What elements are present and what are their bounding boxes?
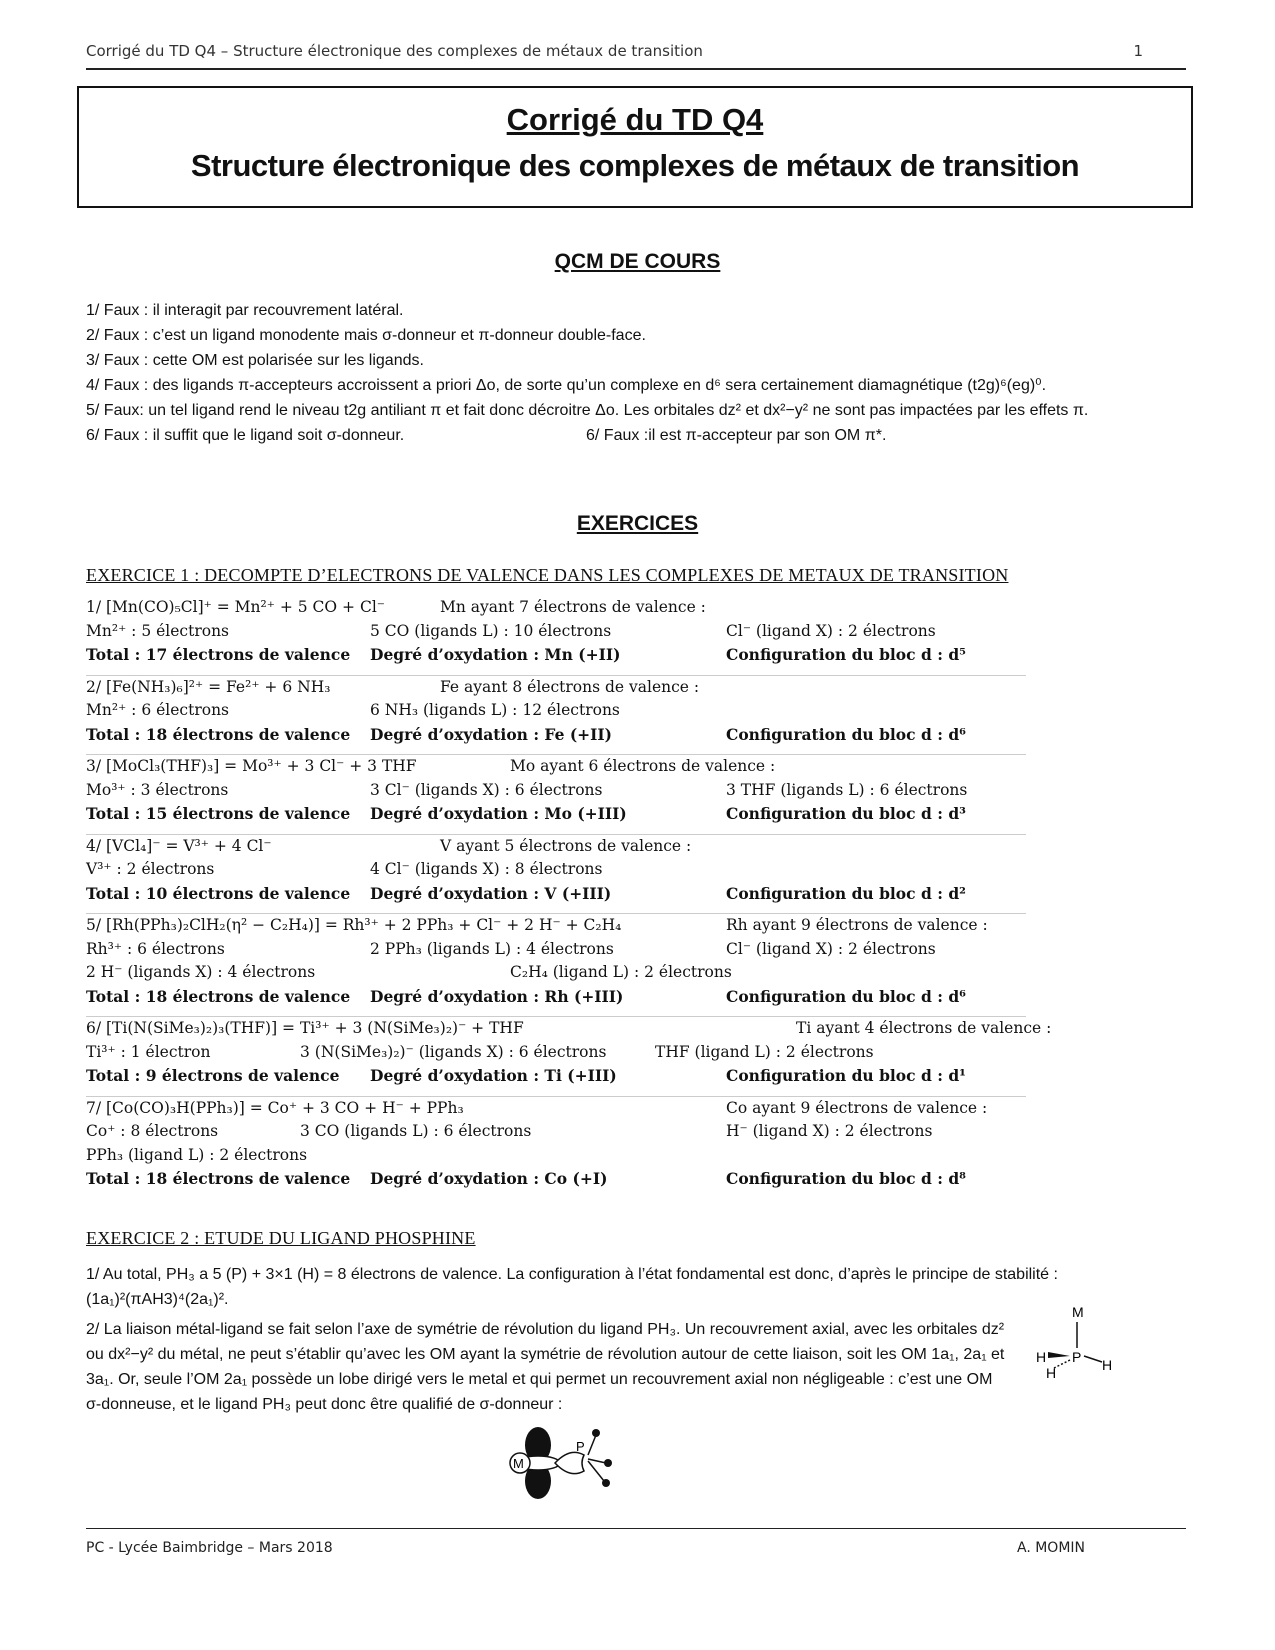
ex1-b3-total-col-1: Total : 15 électrons de valence xyxy=(86,804,351,823)
fig2-bond-1 xyxy=(588,1435,596,1455)
ex1-b6-line-1-col-3: THF (ligand L) : 2 électrons xyxy=(655,1042,874,1061)
title-line-2: Structure électronique des complexes de métaux de transition xyxy=(190,148,1080,183)
ex1-b1-line-1-col-1: Mn²⁺ : 5 électrons xyxy=(86,621,230,640)
ex1-b4-line-1-col-2: 4 Cl⁻ (ligands X) : 8 électrons xyxy=(370,860,603,878)
ex1-b4-line-1-col-1: V³⁺ : 2 électrons xyxy=(86,860,215,878)
footer-left: PC - Lycée Baimbridge – Mars 2018 xyxy=(86,1540,333,1556)
ex1-b5-total-col-3: Configuration du bloc d : d⁶ xyxy=(726,986,966,1006)
ex1-b3-total-col-2: Degré d’oxydation : Mo (+III) xyxy=(370,804,627,823)
header-rule xyxy=(86,68,1186,70)
p-h-bond xyxy=(1084,1356,1102,1362)
ex1-separator xyxy=(86,1016,1026,1017)
ex1-separator xyxy=(86,1096,1026,1097)
ex1-separator xyxy=(86,913,1026,914)
ex1-b7-line-1-col-3: H⁻ (ligand X) : 2 électrons xyxy=(726,1122,933,1140)
qcm-item-4: 4/ Faux : des ligands π-accepteurs accroissent a priori Δo, de sorte qu’un complexe en d⁶ sera certainement diamagnétique (t2g)⁶(eg)⁰. xyxy=(86,377,1047,394)
dash-bond xyxy=(1054,1360,1070,1368)
ex1-b6-total-col-3: Configuration du bloc d : d¹ xyxy=(726,1066,966,1085)
ex1-b3-line-1-col-3: 3 THF (ligands L) : 6 électrons xyxy=(726,780,968,799)
fig2-label-p: P xyxy=(576,1439,585,1454)
title-box xyxy=(77,86,1193,208)
ex1-valence-6: Ti ayant 4 électrons de valence : xyxy=(796,1019,1052,1037)
ex1-valence-2: Fe ayant 8 électrons de valence : xyxy=(440,677,700,696)
fig2-bond-3 xyxy=(588,1461,604,1481)
ex1-b2-total-col-2: Degré d’oxydation : Fe (+II) xyxy=(370,724,613,744)
ex1-b1-line-1-col-3: Cl⁻ (ligand X) : 2 électrons xyxy=(726,621,936,640)
ex1-b3-line-1-col-2: 3 Cl⁻ (ligands X) : 6 électrons xyxy=(370,780,603,799)
ex1-b3-line-1-col-1: Mo³⁺ : 3 électrons xyxy=(86,780,229,799)
fig-label-h3: H xyxy=(1102,1357,1113,1373)
exercise-2-heading: EXERCICE 2 : ETUDE DU LIGAND PHOSPHINE xyxy=(86,1228,476,1248)
ex1-separator xyxy=(86,754,1026,755)
ex1-valence-3: Mo ayant 6 électrons de valence : xyxy=(510,757,776,775)
ex1-b1-total-col-3: Configuration du bloc d : d⁵ xyxy=(726,645,966,664)
fig2-bond-2 xyxy=(588,1459,606,1463)
ex1-separator xyxy=(86,675,1026,676)
page-number: 1 xyxy=(1133,42,1143,60)
ex1-b4-total-col-1: Total : 10 électrons de valence xyxy=(86,883,351,903)
qcm-item-5: 5/ Faux: un tel ligand rend le niveau t2g antiliant π et fait donc décroitre Δo. Les orbitales dz² et dx²−y² ne sont pas impactées par les effets π. xyxy=(86,402,1089,419)
qcm-item-6a: 6/ Faux : il suffit que le ligand soit σ-donneur. xyxy=(86,427,405,444)
ex1-equation-7: 7/ [Co(CO)₃H(PPh₃)] = Co⁺ + 3 CO + H⁻ + PPh₃ xyxy=(86,1098,464,1117)
ex1-b5-line-1-col-2: 2 PPh₃ (ligands L) : 4 électrons xyxy=(370,939,614,958)
h-atom-3 xyxy=(602,1479,610,1487)
ex1-b2-line-1-col-1: Mn²⁺ : 6 électrons xyxy=(86,701,230,719)
ex1-b7-total-col-2: Degré d’oxydation : Co (+I) xyxy=(370,1169,608,1188)
ex1-b7-line-1-col-2: 3 CO (ligands L) : 6 électrons xyxy=(300,1122,532,1140)
qcm-item-1: 1/ Faux : il interagit par recouvrement latéral. xyxy=(86,302,404,319)
ex1-b5-line-2-col-1: 2 H⁻ (ligands X) : 4 électrons xyxy=(86,963,316,981)
fig-label-p: P xyxy=(1072,1349,1082,1365)
ex1-equation-3: 3/ [MoCl₃(THF)₃] = Mo³⁺ + 3 Cl⁻ + 3 THF xyxy=(86,757,417,775)
ex1-b7-line-1-col-1: Co⁺ : 8 électrons xyxy=(86,1122,219,1140)
ex1-b7-line-2-col-1: PPh₃ (ligand L) : 2 électrons xyxy=(86,1145,308,1164)
ex1-b6-line-1-col-2: 3 (N(SiMe₃)₂)⁻ (ligands X) : 6 électrons xyxy=(300,1042,607,1061)
ex1-b6-line-1-col-1: Ti³⁺ : 1 électron xyxy=(86,1042,211,1061)
qcm-heading: QCM DE COURS xyxy=(554,250,721,273)
sigma-lobe xyxy=(555,1452,584,1473)
ex1-valence-1: Mn ayant 7 électrons de valence : xyxy=(440,598,706,616)
ex1-b4-total-col-2: Degré d’oxydation : V (+III) xyxy=(370,883,612,903)
ex1-equation-2: 2/ [Fe(NH₃)₆]²⁺ = Fe²⁺ + 6 NH₃ xyxy=(86,677,331,696)
ex1-b6-total-col-1: Total : 9 électrons de valence xyxy=(86,1066,340,1085)
ex1-b1-total-col-1: Total : 17 électrons de valence xyxy=(86,645,351,664)
ex1-b1-total-col-2: Degré d’oxydation : Mn (+II) xyxy=(370,645,621,664)
ex1-separator xyxy=(86,834,1026,835)
ex1-b3-total-col-3: Configuration du bloc d : d³ xyxy=(726,804,966,823)
ex1-b1-line-1-col-2: 5 CO (ligands L) : 10 électrons xyxy=(370,621,612,640)
exercise-1-heading: EXERCICE 1 : DECOMPTE D’ELECTRONS DE VALENCE DANS LES COMPLEXES DE METAUX DE TRANSITION xyxy=(86,565,1009,585)
qcm-item-6b: 6/ Faux :il est π-accepteur par son OM π*. xyxy=(586,427,887,444)
footer-right: A. MOMIN xyxy=(1016,1540,1085,1556)
sigma-overlap-figure xyxy=(500,1425,640,1505)
ex1-b5-line-2-col-2: C₂H₄ (ligand L) : 2 électrons xyxy=(510,963,732,981)
ph3-structure-figure xyxy=(1030,1300,1130,1390)
fig-label-h2: H xyxy=(1046,1365,1057,1381)
ex1-b7-total-col-1: Total : 18 électrons de valence xyxy=(86,1169,351,1188)
ex1-equation-5: 5/ [Rh(PPh₃)₂ClH₂(η² − C₂H₄)] = Rh³⁺ + 2 PPh₃ + Cl⁻ + 2 H⁻ + C₂H₄ xyxy=(86,916,622,934)
h-atom-1 xyxy=(592,1429,600,1437)
qcm-answers xyxy=(86,298,1182,448)
fig-label-h1: H xyxy=(1036,1349,1047,1365)
ex1-b5-total-col-2: Degré d’oxydation : Rh (+III) xyxy=(370,986,624,1006)
qcm-item-2: 2/ Faux : c’est un ligand monodente mais σ-donneur et π-donneur double-face. xyxy=(86,327,646,344)
ex1-equation-1: 1/ [Mn(CO)₅Cl]⁺ = Mn²⁺ + 5 CO + Cl⁻ xyxy=(86,598,385,616)
exercise-2-q1: 1/ Au total, PH₃ a 5 (P) + 3×1 (H) = 8 électrons de valence. La configuration à l’état fondamental est donc, d’après le principe de stabilité : (1a₁)²(πAH3)⁴(2a₁)². xyxy=(86,1266,1058,1308)
ex1-b2-total-col-1: Total : 18 électrons de valence xyxy=(86,724,351,744)
ex1-b5-line-1-col-1: Rh³⁺ : 6 électrons xyxy=(86,939,225,958)
title-line-1: Corrigé du TD Q4 xyxy=(506,102,764,137)
ex1-valence-7: Co ayant 9 électrons de valence : xyxy=(726,1098,988,1117)
wedge-bond xyxy=(1048,1352,1070,1358)
exercises-heading: EXERCICES xyxy=(576,512,699,535)
ex1-equation-4: 4/ [VCl₄]⁻ = V³⁺ + 4 Cl⁻ xyxy=(86,836,272,855)
exercise-2-q2: 2/ La liaison métal-ligand se fait selon l’axe de symétrie de révolution du ligand PH₃. Un recouvrement axial, avec les orbitales dz² ou dx²−y² du métal, ne peut s’établir qu’avec les OM ayant la symétrie de révolution autour de cette liaison, soit les OM 1a₁, 2a₁ et 3a₁. Or, seule l’OM 2a₁ possède un lobe dirigé vers le metal et qui permet un recouvrement axial non négligeable : c’est une OM σ-donneuse, et le ligand PH₃ peut donc être qualifié de σ-donneur : xyxy=(86,1321,1005,1413)
footer-rule xyxy=(86,1528,1186,1529)
ex1-b6-total-col-2: Degré d’oxydation : Ti (+III) xyxy=(370,1066,617,1085)
ex1-b5-line-1-col-3: Cl⁻ (ligand X) : 2 électrons xyxy=(726,939,936,958)
ex1-valence-4: V ayant 5 électrons de valence : xyxy=(440,836,692,855)
qcm-item-3: 3/ Faux : cette OM est polarisée sur les ligands. xyxy=(86,352,424,369)
running-header: Corrigé du TD Q4 – Structure électronique des complexes de métaux de transition xyxy=(86,42,703,60)
fig2-label-m: M xyxy=(513,1456,524,1471)
h-atom-2 xyxy=(604,1459,612,1467)
ex1-b4-total-col-3: Configuration du bloc d : d² xyxy=(726,883,966,903)
ex1-b2-line-1-col-2: 6 NH₃ (ligands L) : 12 électrons xyxy=(370,701,620,719)
ex1-b2-total-col-3: Configuration du bloc d : d⁶ xyxy=(726,724,966,744)
ex1-b5-total-col-1: Total : 18 électrons de valence xyxy=(86,986,351,1006)
ex1-equation-6: 6/ [Ti(N(SiMe₃)₂)₃(THF)] = Ti³⁺ + 3 (N(SiMe₃)₂)⁻ + THF xyxy=(86,1019,524,1037)
ex1-b7-total-col-3: Configuration du bloc d : d⁸ xyxy=(726,1169,966,1188)
fig-label-m: M xyxy=(1072,1304,1084,1320)
ex1-valence-5: Rh ayant 9 électrons de valence : xyxy=(726,916,988,934)
